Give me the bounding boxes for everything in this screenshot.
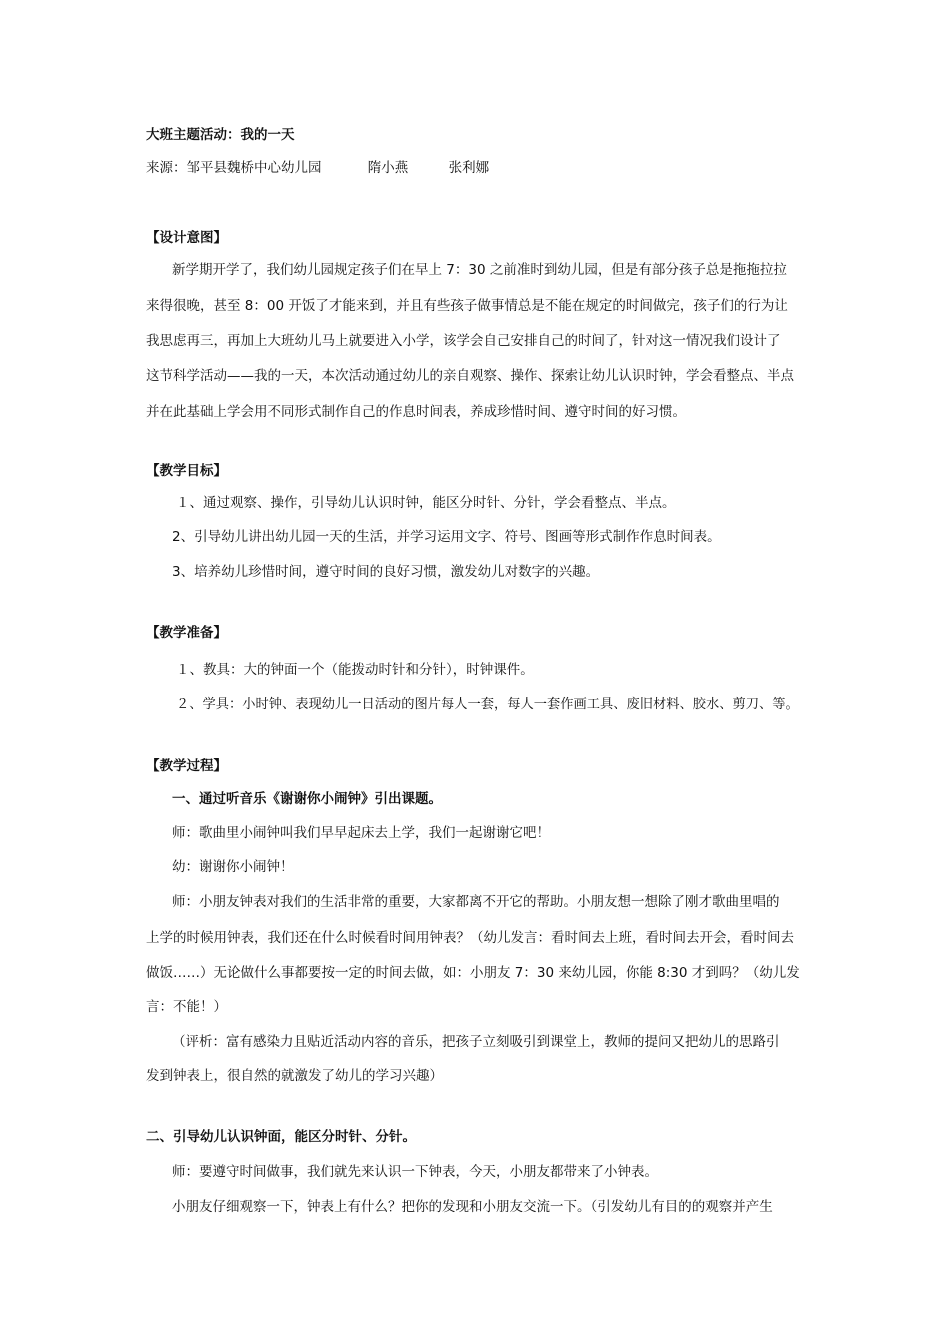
step1-line: 做饭……）无论做什么事都要按一定的时间去做，如：小朋友 7：30 来幼儿园，你能 8:30 才到吗？（幼儿发 <box>146 965 800 981</box>
goals-heading: 【教学目标】 <box>146 463 227 479</box>
step1-line: 师：小朋友钟表对我们的生活非常的重要，大家都离不开它的帮助。小朋友想一想除了刚才歌曲里唱的 <box>172 894 780 910</box>
prep-item: １、教具：大的钟面一个（能拨动时针和分针），时钟课件。 <box>176 662 534 678</box>
step1-line: 师：歌曲里小闹钟叫我们早早起床去上学，我们一起谢谢它吧！ <box>172 825 550 841</box>
step1-line: 上学的时候用钟表，我们还在什么时候看时间用钟表？（幼儿发言：看时间去上班，看时间去开会，看时间去 <box>146 930 794 946</box>
source-line <box>146 158 489 178</box>
step1-comment: （评析：富有感染力且贴近活动内容的音乐，把孩子立刻吸引到课堂上，教师的提问又把幼儿的思路引 <box>172 1034 780 1050</box>
design-line: 并在此基础上学会用不同形式制作自己的作息时间表，养成珍惜时间、遵守时间的好习惯。 <box>146 404 686 420</box>
prep-heading: 【教学准备】 <box>146 625 227 641</box>
design-line: 新学期开学了，我们幼儿园规定孩子们在早上 7：30 之前准时到幼儿园，但是有部分孩子总是拖拖拉拉 <box>172 262 787 278</box>
step1-comment: 发到钟表上，很自然的就激发了幼儿的学习兴趣） <box>146 1068 443 1084</box>
design-line: 这节科学活动——我的一天，本次活动通过幼儿的亲自观察、操作、探索让幼儿认识时钟，学会看整点、半点 <box>146 368 794 384</box>
step1-line: 幼：谢谢你小闹钟！ <box>172 859 294 875</box>
step1-line: 言：不能！） <box>146 999 227 1015</box>
author-1: 隋小燕 <box>367 160 409 176</box>
design-heading: 【设计意图】 <box>146 230 227 246</box>
goal-item: 3、培养幼儿珍惜时间，遵守时间的良好习惯，激发幼儿对数字的兴趣。 <box>172 564 600 580</box>
design-line: 我思虑再三，再加上大班幼儿马上就要进入小学，该学会自己安排自己的时间了，针对这一情况我们设计了 <box>146 333 781 349</box>
step2-title: 二、引导幼儿认识钟面，能区分时针、分针。 <box>146 1129 416 1145</box>
step1-title: 一、通过听音乐《谢谢你小闹钟》引出课题。 <box>172 791 442 807</box>
prep-item: ２、学具：小时钟、表现幼儿一日活动的图片每人一套，每人一套作画工具、废旧材料、胶水、剪刀、等。 <box>176 697 799 712</box>
process-heading: 【教学过程】 <box>146 758 227 774</box>
goal-item: 2、引导幼儿讲出幼儿园一天的生活，并学习运用文字、符号、图画等形式制作作息时间表。 <box>172 529 721 545</box>
document-title: 大班主题活动：我的一天 <box>146 127 295 143</box>
step2-line: 小朋友仔细观察一下，钟表上有什么？把你的发现和小朋友交流一下。（引发幼儿有目的的观察并产生 <box>172 1199 773 1215</box>
step2-line: 师：要遵守时间做事，我们就先来认识一下钟表，今天，小朋友都带来了小钟表。 <box>172 1164 658 1180</box>
design-line: 来得很晚，甚至 8：00 开饭了才能来到，并且有些孩子做事情总是不能在规定的时间做完，孩子们的行为让 <box>146 298 788 314</box>
source-label: 来源：邹平县魏桥中心幼儿园 <box>146 160 322 176</box>
goal-item: １、通过观察、操作，引导幼儿认识时钟，能区分时针、分针，学会看整点、半点。 <box>176 495 676 511</box>
author-2: 张利娜 <box>448 160 490 176</box>
